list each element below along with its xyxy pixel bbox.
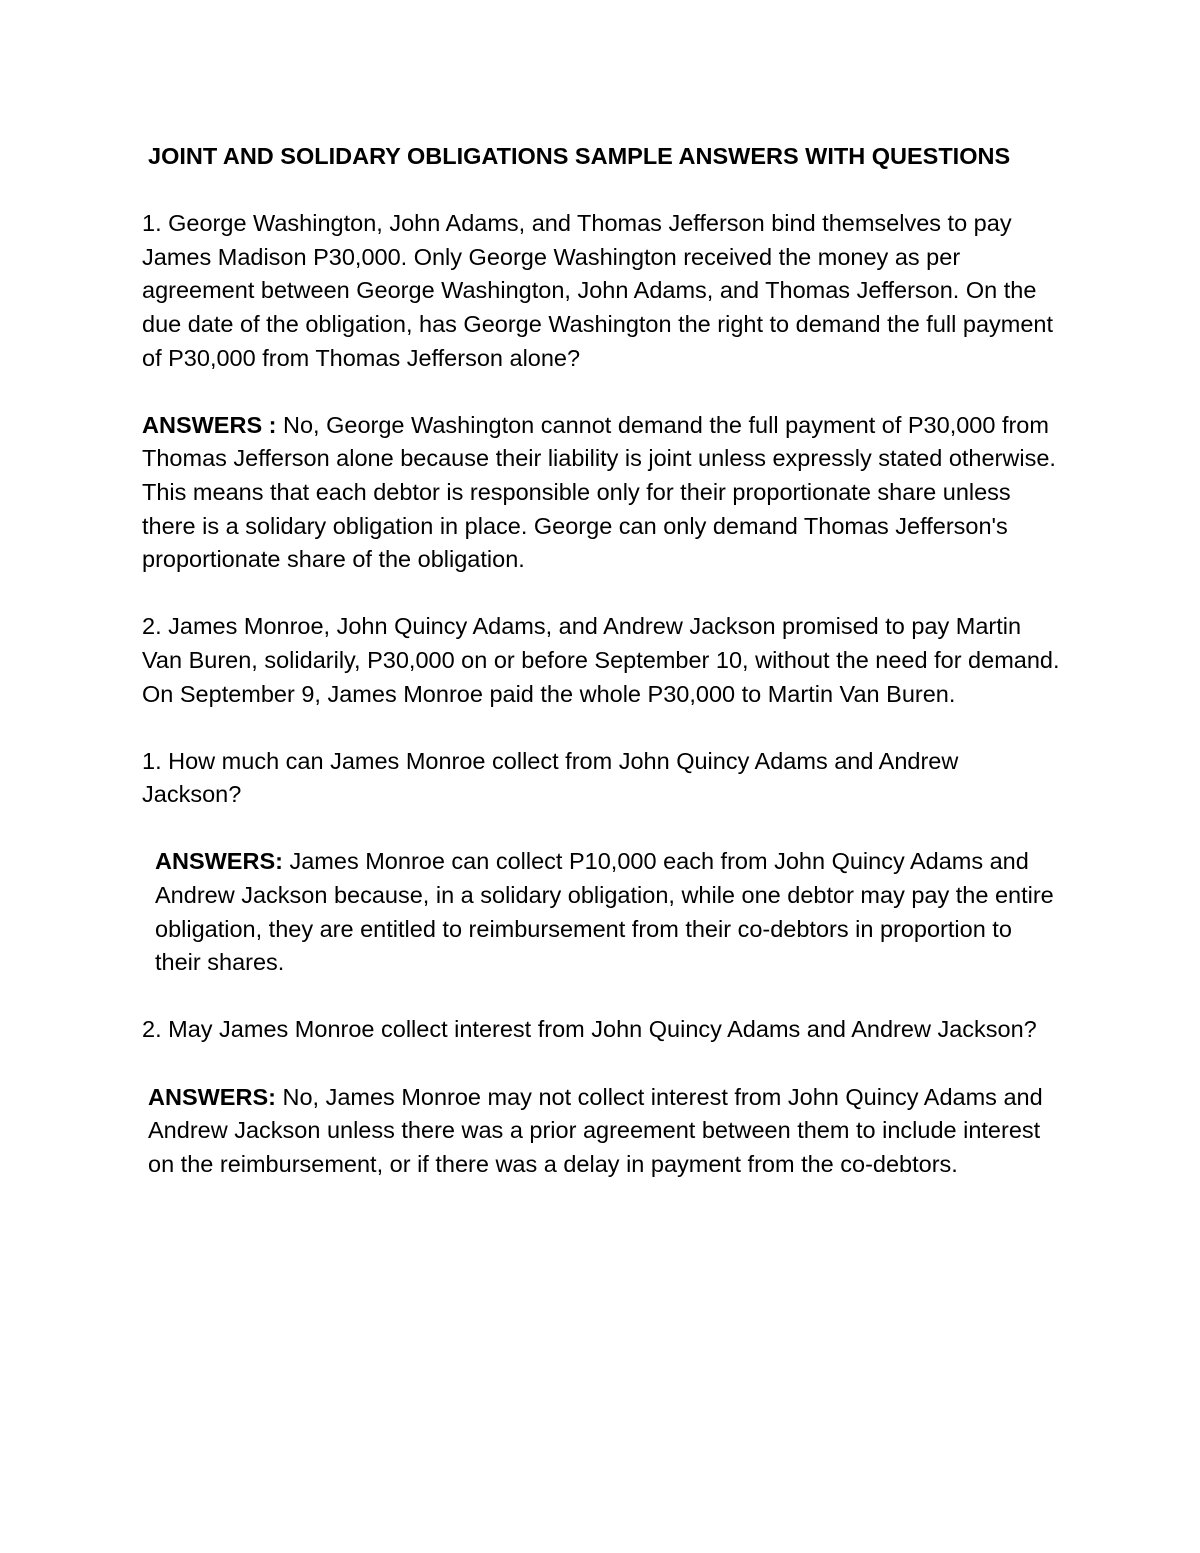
answer-2-1	[142, 845, 1062, 979]
question-2: 2. James Monroe, John Quincy Adams, and Andrew Jackson promised to pay Martin Van Buren, solidarily, P30,000 on or before September 10, without the need for demand. On September 9, James Monroe paid the whole P30,000 to Martin Van Buren.	[142, 613, 1060, 707]
answer-2-2-text: No, James Monroe may not collect interest from John Quincy Adams and Andrew Jackson unless there was a prior agreement between them to include interest on the reimbursement, or if there was a delay in payment from the co-debtors.	[148, 1083, 1043, 1177]
answer-1	[142, 409, 1062, 577]
document-body	[142, 140, 1062, 1215]
document-title: JOINT AND SOLIDARY OBLIGATIONS SAMPLE ANSWERS WITH QUESTIONS	[148, 143, 1011, 169]
question-2-2: 2. May James Monroe collect interest from John Quincy Adams and Andrew Jackson?	[142, 1016, 1037, 1043]
answer-1-text: No, George Washington cannot demand the full payment of P30,000 from Thomas Jefferson alone because their liability is joint unless expressly stated otherwise. This means that each debtor is responsible only for their proportionate share unless there is a solidary obligation in place. George can only demand Thomas Jefferson's proportionate share of the obligation.	[142, 411, 1056, 573]
question-2-1: 1. How much can James Monroe collect from John Quincy Adams and Andrew Jackson?	[142, 747, 959, 808]
answer-1-label: ANSWERS :	[142, 411, 277, 438]
answer-2-2	[142, 1081, 1062, 1182]
answer-2-1-text: James Monroe can collect P10,000 each from John Quincy Adams and Andrew Jackson because, in a solidary obligation, while one debtor may pay the entire obligation, they are entitled to reimbursement from their co-debtors in proportion to their shares.	[155, 848, 1054, 976]
question-1: 1. George Washington, John Adams, and Thomas Jefferson bind themselves to pay James Madison P30,000. Only George Washington received the money as per agreement between George Washington, John Adams, and Thomas Jefferson. On the due date of the obligation, has George Washington the right to demand the full payment of P30,000 from Thomas Jefferson alone?	[142, 210, 1054, 371]
answer-2-1-label: ANSWERS:	[155, 848, 283, 875]
answer-2-2-label: ANSWERS:	[148, 1083, 276, 1110]
